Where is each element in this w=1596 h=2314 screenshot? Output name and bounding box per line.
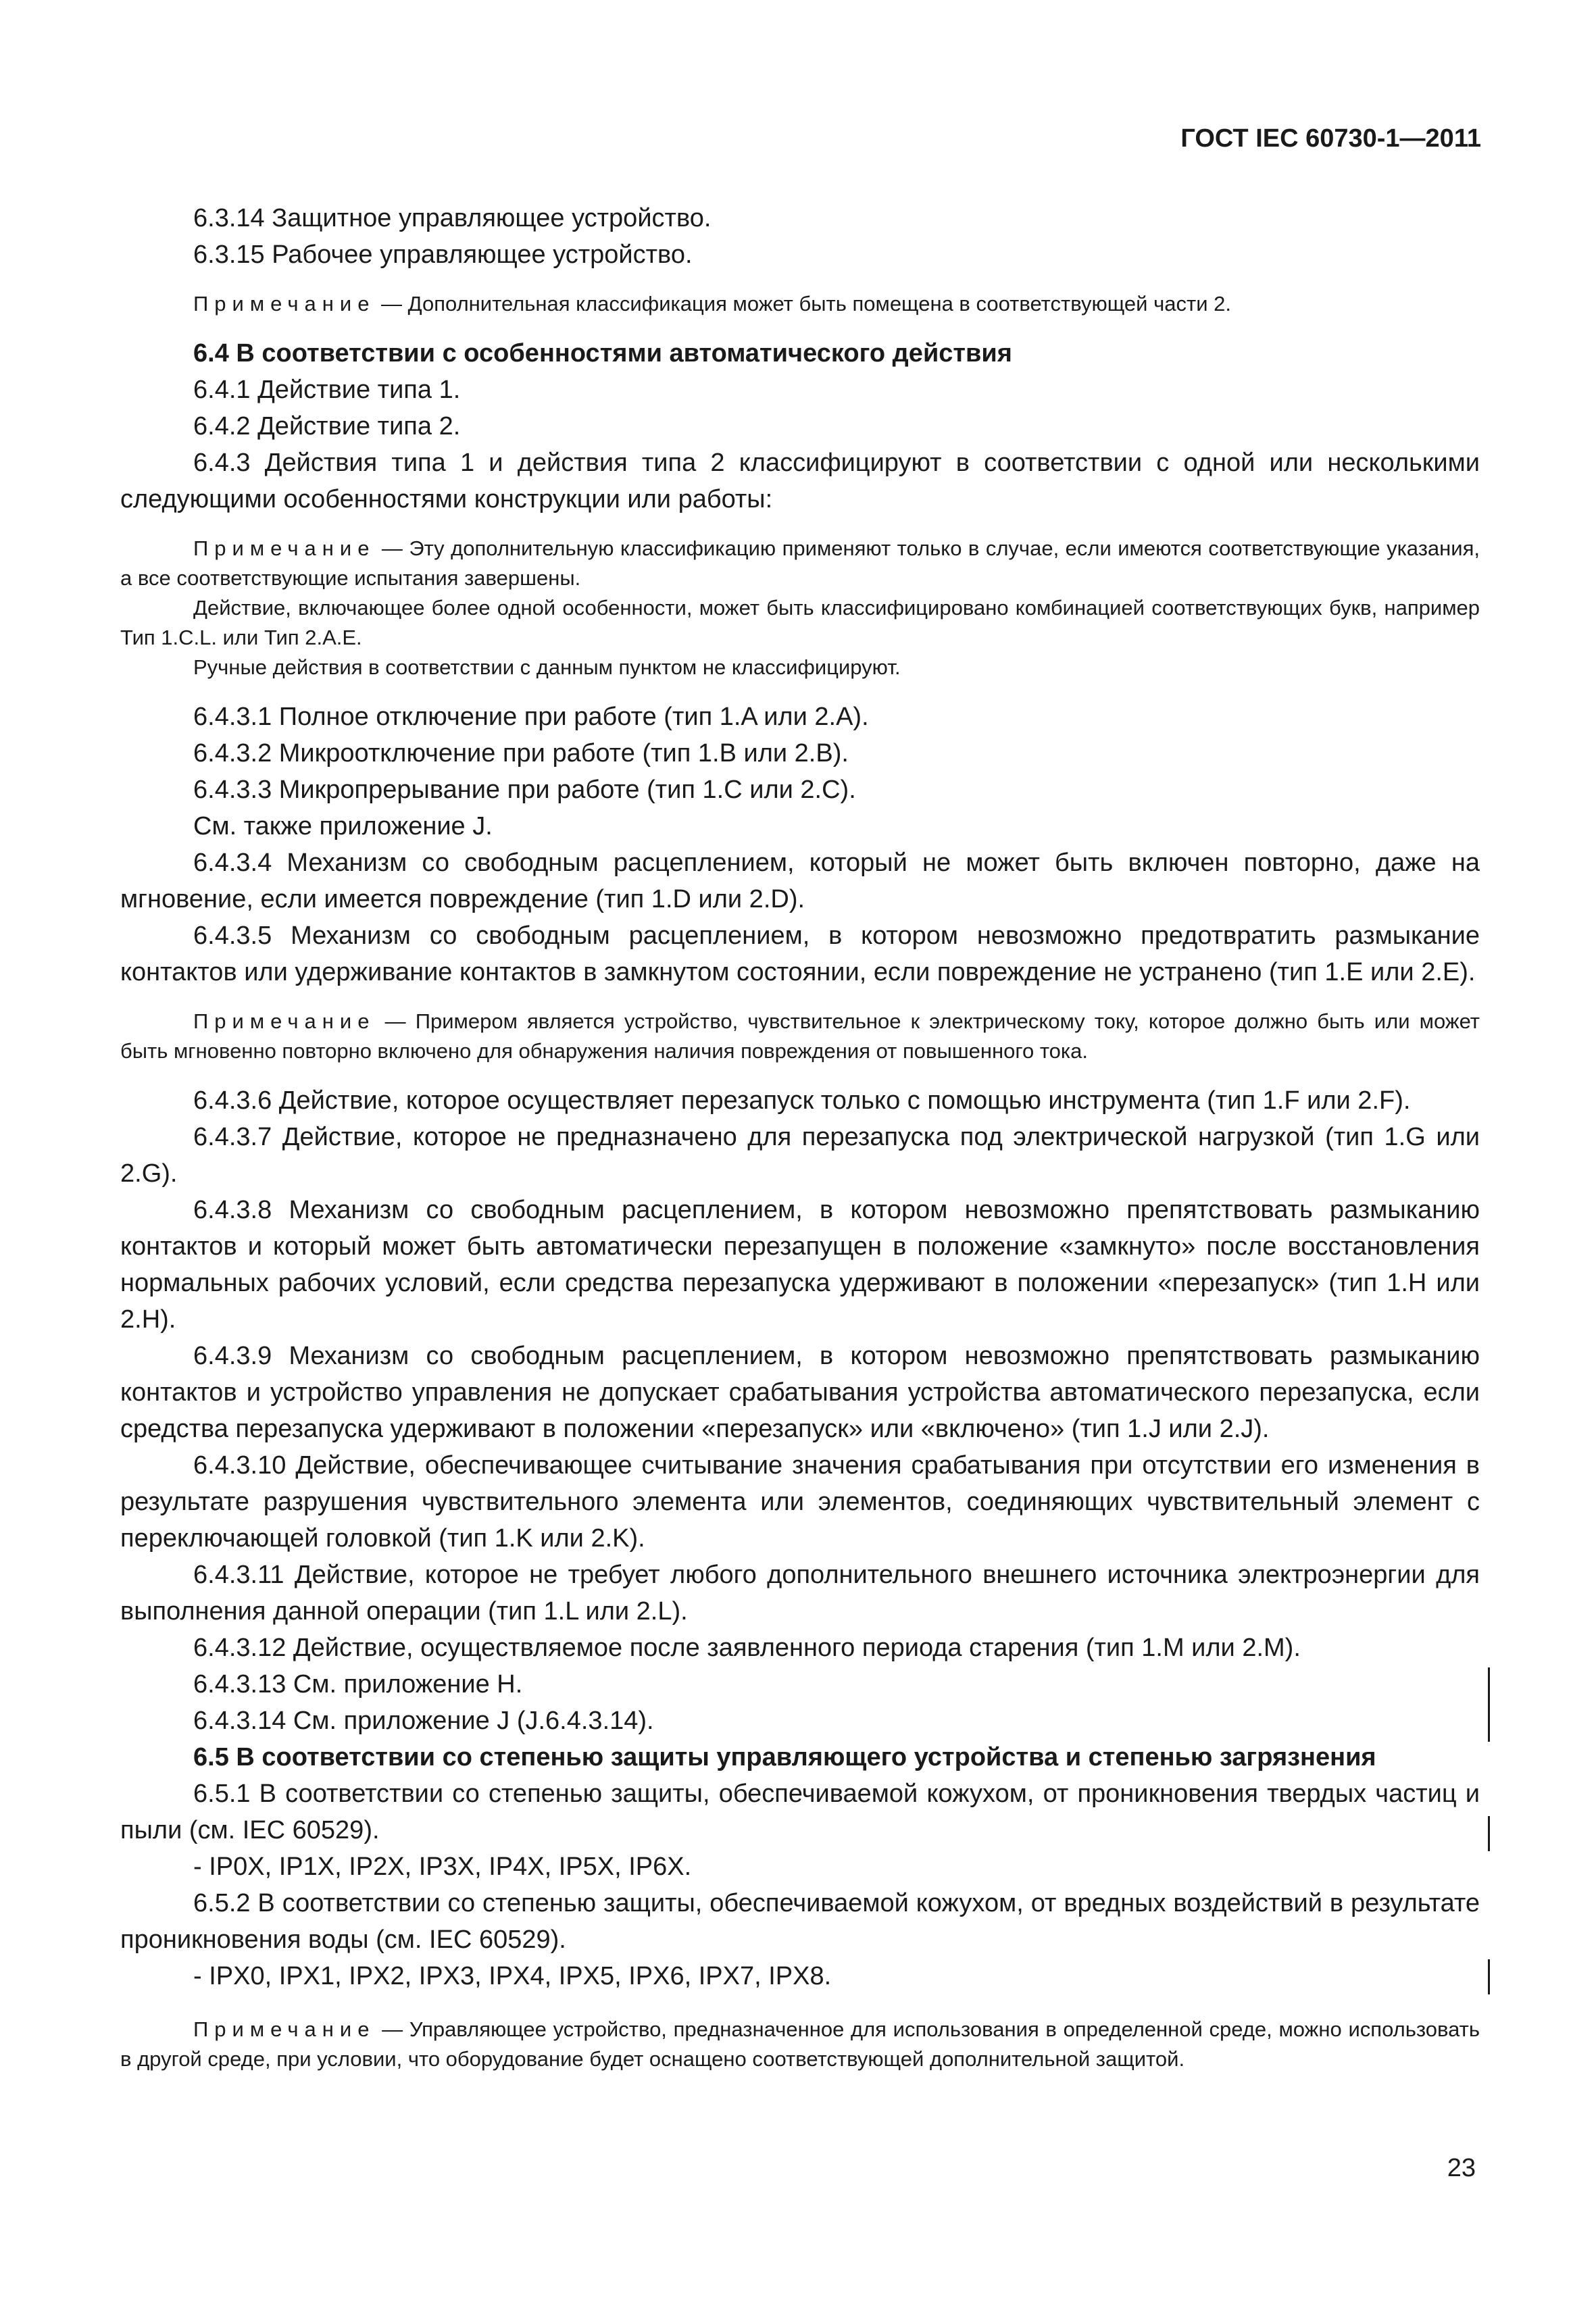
- paragraph-text: 6.4.3.9 Механизм со свободным расцеплением, в котором невозможно препятствовать размыканию контактов и устройство управления не допускает срабатывания устройства автоматического перезапуска, если средства перезапуска удерживают в положении «перезапуск» или «включено» (тип 1.J или 2.J).: [120, 1342, 1480, 1443]
- body-paragraph: [120, 699, 1480, 735]
- section-heading: [120, 1739, 1480, 1776]
- paragraph-text: 6.3.14 Защитное управляющее устройство.: [193, 204, 712, 232]
- paragraph-text: 6.4.2 Действие типа 2.: [193, 412, 461, 441]
- paragraph-text: 6.4.3.8 Механизм со свободным расцеплением, в котором невозможно препятствовать размыканию контактов и который может быть автоматически перезапущен в положение «замкнуто» после восстановления нормальных рабочих условий, если средства перезапуска удерживают в положении «перезапуск» (тип 1.H или 2.H).: [120, 1196, 1480, 1334]
- note-label: Примечание: [193, 2017, 376, 2041]
- body-paragraph: [120, 1703, 1480, 1739]
- paragraph-text: — Эту дополнительную классификацию применяют только в случае, если имеются соответствующие указания, а все соответствующие испытания завершены.: [120, 536, 1480, 590]
- spacer: [120, 682, 1480, 699]
- body-paragraph: [120, 808, 1480, 845]
- paragraph-text: 6.5.1 В соответствии со степенью защиты, обеспечиваемой кожухом, от проникновения твердых частиц и пыли (см. IEC 60529).: [120, 1780, 1480, 1844]
- note-paragraph: [120, 1007, 1480, 1066]
- body-paragraph: [120, 772, 1480, 808]
- body-paragraph: [120, 1885, 1480, 1958]
- paragraph-text: 6.4.3.12 Действие, осуществляемое после заявленного периода старения (тип 1.M или 2.M).: [193, 1634, 1301, 1662]
- body-paragraph: [120, 408, 1480, 445]
- body-paragraph: [120, 236, 1480, 273]
- body-paragraph: [120, 1557, 1480, 1630]
- paragraph-text: 6.4.3 Действия типа 1 и действия типа 2 классифицируют в соответствии с одной или несколькими следующими особенностями конструкции или работы:: [120, 449, 1480, 513]
- spacer: [120, 1066, 1480, 1082]
- body-paragraph: [120, 1082, 1480, 1119]
- page-number: 23: [1447, 2154, 1476, 2182]
- body-paragraph: [120, 1630, 1480, 1666]
- body-paragraph: [120, 1192, 1480, 1338]
- spacer: [120, 990, 1480, 1007]
- spacer: [120, 319, 1480, 335]
- document-body: [120, 200, 1480, 2074]
- spacer: [120, 273, 1480, 289]
- paragraph-text: 6.4.1 Действие типа 1.: [193, 376, 461, 404]
- document-header-standard-code: ГОСТ IEC 60730-1—2011: [1180, 124, 1481, 153]
- note-paragraph: [120, 593, 1480, 653]
- paragraph-text: Ручные действия в соответствии с данным пунктом не классифицируют.: [193, 655, 901, 679]
- paragraph-text: См. также приложение J.: [193, 812, 493, 840]
- paragraph-text: 6.4 В соответствии с особенностями автоматического действия: [193, 339, 1012, 368]
- note-paragraph: [120, 2015, 1480, 2074]
- body-paragraph: [120, 735, 1480, 772]
- section-heading: [120, 335, 1480, 372]
- paragraph-text: 6.4.3.7 Действие, которое не предназначено для перезапуска под электрической нагрузкой (тип 1.G или 2.G).: [120, 1123, 1480, 1188]
- change-bar: [1488, 1959, 1490, 1994]
- body-paragraph: [120, 1447, 1480, 1557]
- change-bar: [1488, 1816, 1490, 1851]
- body-paragraph: [120, 917, 1480, 990]
- paragraph-text: - IPX0, IPX1, IPX2, IPX3, IPX4, IPX5, IPX6, IPX7, IPX8.: [193, 1962, 832, 1990]
- paragraph-text: 6.4.3.4 Механизм со свободным расцеплением, который не может быть включен повторно, даже на мгновение, если имеется повреждение (тип 1.D или 2.D).: [120, 849, 1480, 913]
- note-label: Примечание: [193, 1009, 376, 1033]
- paragraph-text: 6.4.3.6 Действие, которое осуществляет перезапуск только с помощью инструмента (тип 1.F или 2.F).: [193, 1086, 1411, 1115]
- body-paragraph: [120, 1958, 1480, 1994]
- body-paragraph: [120, 372, 1480, 408]
- spacer: [120, 1994, 1480, 2015]
- body-paragraph: [120, 1776, 1480, 1848]
- paragraph-text: — Управляющее устройство, предназначенное для использования в определенной среде, можно использовать в другой среде, при условии, что оборудование будет оснащено соответствующей дополнительной защитой.: [120, 2017, 1480, 2071]
- body-paragraph: [120, 200, 1480, 236]
- paragraph-text: 6.4.3.13 См. приложение H.: [193, 1670, 523, 1699]
- body-paragraph: [120, 1666, 1480, 1703]
- paragraph-text: Действие, включающее более одной особенности, может быть классифицировано комбинацией соответствующих букв, например Тип 1.C.L. или Тип 2.A.E.: [120, 596, 1480, 649]
- paragraph-text: 6.4.3.10 Действие, обеспечивающее считывание значения срабатывания при отсутствии его изменения в результате разрушения чувствительного элемента или элементов, соединяющих чувствительный элемент с переключающей головкой (тип 1.K или 2.K).: [120, 1451, 1480, 1553]
- body-paragraph: [120, 1338, 1480, 1447]
- spacer: [120, 518, 1480, 534]
- paragraph-text: 6.4.3.11 Действие, которое не требует любого дополнительного внешнего источника электроэнергии для выполнения данной операции (тип 1.L или 2.L).: [120, 1561, 1480, 1626]
- paragraph-text: 6.5.2 В соответствии со степенью защиты, обеспечиваемой кожухом, от вредных воздействий в результате проникновения воды (см. IEC 60529).: [120, 1889, 1480, 1954]
- note-paragraph: [120, 534, 1480, 593]
- paragraph-text: — Примером является устройство, чувствительное к электрическому току, которое должно быть или может быть мгновенно повторно включено для обнаружения наличия повреждения от повышенного тока.: [120, 1009, 1480, 1063]
- body-paragraph: [120, 1119, 1480, 1192]
- note-paragraph: [120, 653, 1480, 682]
- paragraph-text: 6.4.3.2 Микроотключение при работе (тип 1.B или 2.B).: [193, 739, 849, 768]
- paragraph-text: - IP0X, IP1X, IP2X, IP3X, IP4X, IP5X, IP6X.: [193, 1853, 692, 1881]
- body-paragraph: [120, 845, 1480, 917]
- paragraph-text: 6.3.15 Рабочее управляющее устройство.: [193, 241, 693, 269]
- paragraph-text: 6.4.3.14 См. приложение J (J.6.4.3.14).: [193, 1707, 654, 1735]
- note-label: Примечание: [193, 292, 376, 316]
- paragraph-text: 6.4.3.3 Микропрерывание при работе (тип 1.C или 2.C).: [193, 776, 856, 804]
- paragraph-text: 6.4.3.5 Механизм со свободным расцеплением, в котором невозможно предотвратить размыкание контактов или удерживание контактов в замкнутом состоянии, если повреждение не устранено (тип 1.E или 2.E).: [120, 922, 1480, 986]
- paragraph-text: 6.4.3.1 Полное отключение при работе (тип 1.A или 2.A).: [193, 703, 869, 731]
- note-label: Примечание: [193, 536, 376, 560]
- paragraph-text: — Дополнительная классификация может быть помещена в соответствующей части 2.: [375, 292, 1231, 316]
- change-bar: [1488, 1667, 1490, 1742]
- note-paragraph: [120, 289, 1480, 319]
- body-paragraph: [120, 1848, 1480, 1885]
- body-paragraph: [120, 445, 1480, 518]
- paragraph-text: 6.5 В соответствии со степенью защиты управляющего устройства и степенью загрязнения: [193, 1743, 1376, 1771]
